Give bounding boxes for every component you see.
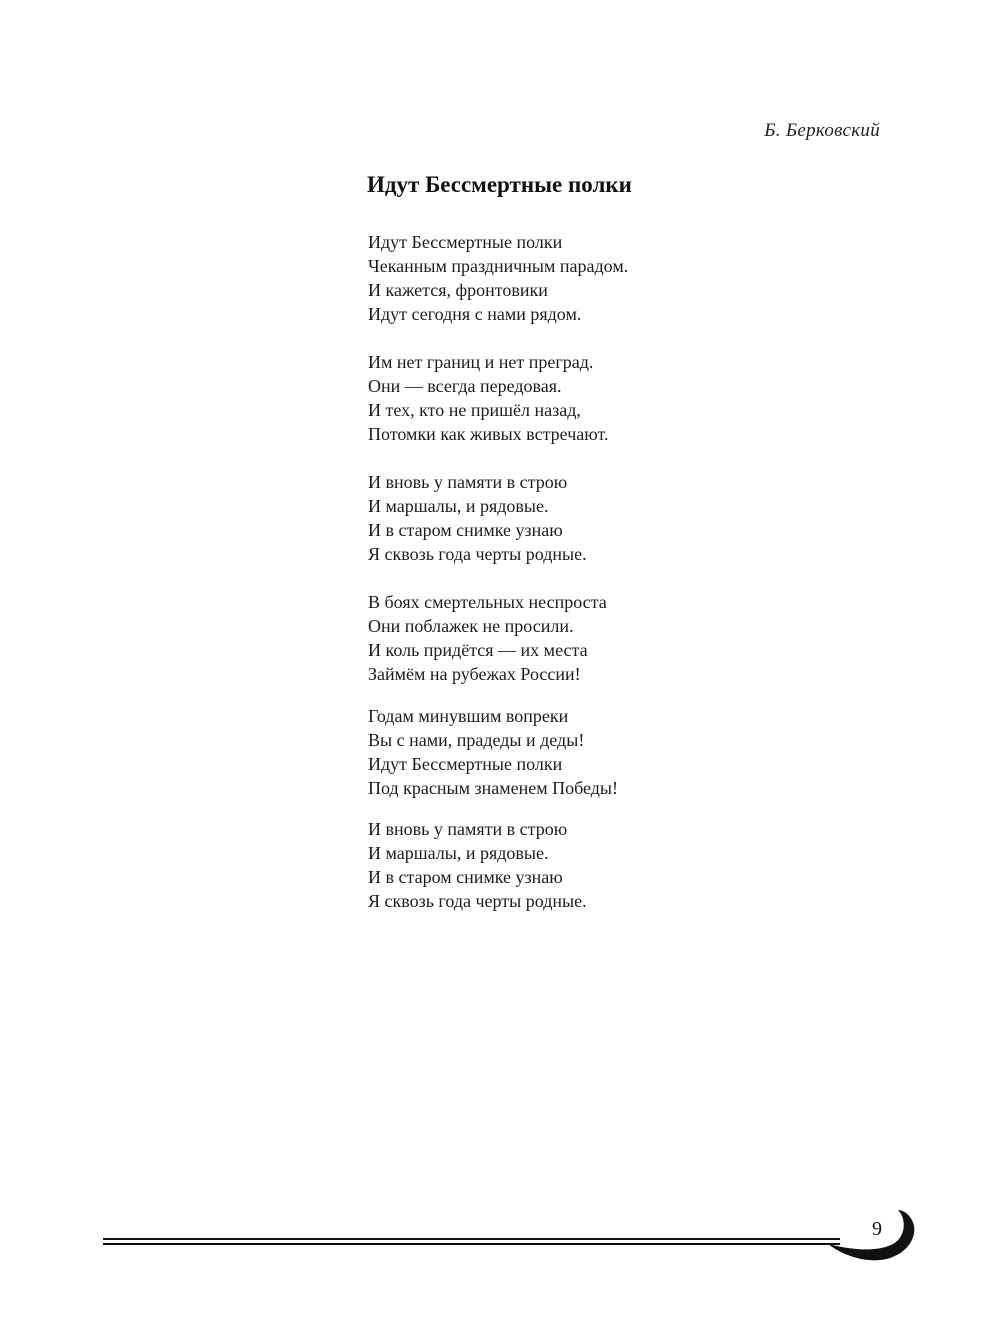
- poem-line: Потомки как живых встречают.: [368, 424, 609, 444]
- poem-line: Займём на рубежах России!: [368, 664, 581, 684]
- poem-line: И вновь у памяти в строю: [368, 819, 568, 839]
- stanza-6: [368, 817, 587, 913]
- stanza-4: [368, 590, 607, 686]
- poem-line: Они поблажек не просили.: [368, 616, 574, 636]
- stanza-1: [368, 230, 628, 326]
- poem-line: И коль придётся — их места: [368, 640, 588, 660]
- poem-line: Под красным знаменем Победы!: [368, 778, 619, 798]
- poem-line: В боях смертельных неспроста: [368, 592, 607, 612]
- author-name: Б. Берковский: [764, 120, 880, 141]
- poem-line: Чеканным праздничным парадом.: [368, 256, 629, 276]
- poem-line: Идут Бессмертные полки: [368, 754, 563, 774]
- poem-line: И маршалы, и рядовые.: [368, 496, 549, 516]
- poem-line: И в старом снимке узнаю: [368, 867, 563, 887]
- poem-line: Идут Бессмертные полки: [368, 232, 563, 252]
- footer-rule-top: [103, 1238, 840, 1240]
- stanza-2: [368, 350, 608, 446]
- poem-line: И тех, кто не пришёл назад,: [368, 400, 581, 420]
- poem-line: Я сквозь года черты родные.: [368, 544, 587, 564]
- poem-line: Им нет границ и нет преград.: [368, 352, 594, 372]
- poem-line: И кажется, фронтовики: [368, 280, 548, 300]
- page-footer: [0, 1200, 1000, 1270]
- poem-line: Я сквозь года черты родные.: [368, 891, 587, 911]
- poem-line: И маршалы, и рядовые.: [368, 843, 549, 863]
- poem-line: Годам минувшим вопреки: [368, 706, 569, 726]
- poem-title: Идут Бессмертные полки: [367, 172, 632, 197]
- poem-line: Идут сегодня с нами рядом.: [368, 304, 582, 324]
- poem-line: Вы с нами, прадеды и деды!: [368, 730, 585, 750]
- poem-line: Они — всегда передовая.: [368, 376, 562, 396]
- poem-line: И в старом снимке узнаю: [368, 520, 563, 540]
- page-number: 9: [872, 1218, 882, 1240]
- footer-rule-bottom: [103, 1243, 840, 1245]
- stanza-3: [368, 470, 587, 566]
- stanza-5: [368, 704, 618, 800]
- poem-line: И вновь у памяти в строю: [368, 472, 568, 492]
